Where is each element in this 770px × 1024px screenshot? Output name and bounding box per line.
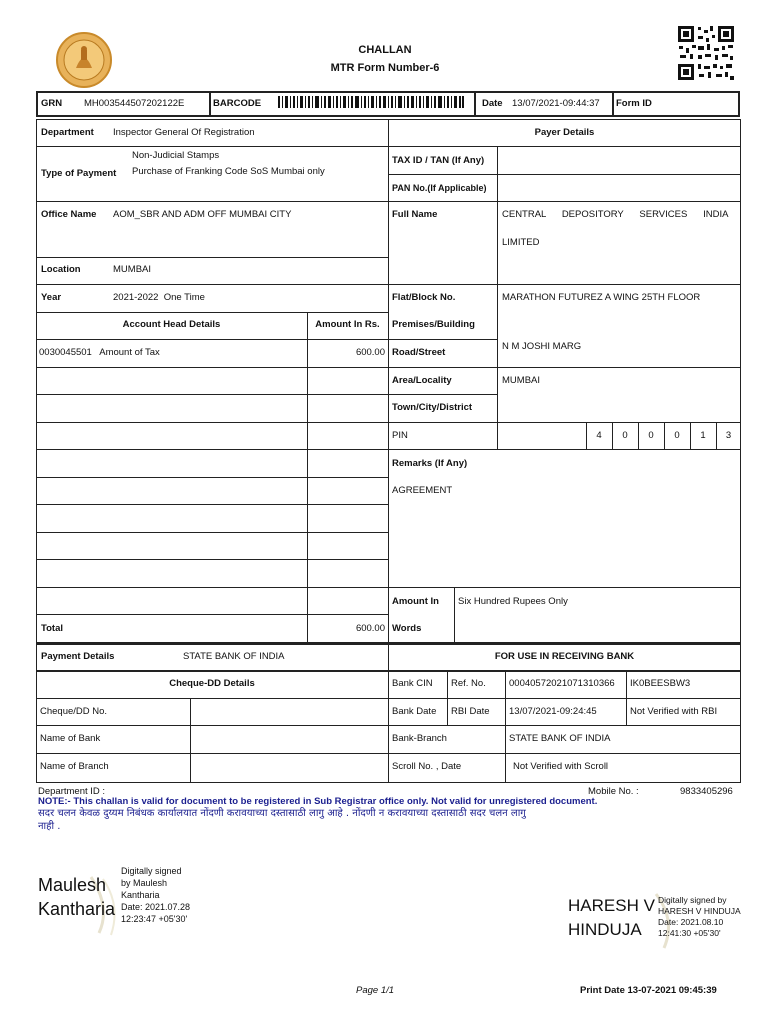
area-label: Area/Locality [392,375,452,386]
pin-digit: 0 [622,430,628,441]
signature-text-left: Kantharia [121,890,160,900]
signature-text-left: 12:23:47 +05'30' [121,914,188,924]
account-head-header: Account Head Details [122,319,221,330]
divider [505,671,506,783]
divider [36,422,388,423]
divider [474,91,476,117]
divider [36,257,388,258]
ref-no-value: 00040572021071310366 [509,678,615,689]
pin-digit: 0 [648,430,654,441]
total-label: Total [41,623,63,634]
divider [388,174,741,175]
pin-digit: 1 [700,430,706,441]
pan-label: PAN No.(If Applicable) [392,183,487,193]
account-head-value: 0030045501 Amount of Tax [39,347,160,358]
divider [36,284,388,285]
area-value: MUMBAI [502,375,540,386]
divider [36,201,388,202]
bank-date-value: 13/07/2021-09:24:45 [509,706,597,717]
remarks-label: Remarks (If Any) [392,458,468,469]
page-title: CHALLAN [358,44,412,56]
barcode [278,96,464,108]
divider [612,91,614,117]
cheque-no-label: Cheque/DD No. [40,706,108,717]
year-value: 2021-2022 One Time [113,292,205,303]
divider [36,394,388,395]
divider [36,532,388,533]
divider [388,394,498,395]
divider [36,146,388,147]
signer-name-right: HARESH V [568,896,655,915]
divider [190,698,191,783]
type-line2: Purchase of Franking Code SoS Mumbai only [132,166,325,177]
divider [209,91,211,117]
divider [388,367,741,368]
divider [497,146,498,201]
note-marathi: सदर चलन केवळ दुय्यम निबंधक कार्यालयात नोंदणी करावयाच्या दस्तासाठी लागु आहे . नोंदणी न करावयाच्या दस्तासाठी सदर चलन लागु [38,808,526,819]
divider [388,119,389,643]
grn-value: MH003544507202122E [84,98,185,109]
ref-no-label: Ref. No. [451,678,486,689]
divider [454,587,455,643]
total-value: 600.00 [355,623,385,634]
barcode-icon [278,96,464,108]
date-label: Date [482,98,503,109]
department-label: Department [41,127,94,138]
divider [388,449,741,450]
signature-left [36,865,236,940]
road-label: Road/Street [392,347,446,358]
signature-text-left: Date: 2021.07.28 [121,902,191,912]
amount-words-label: Amount In [392,596,439,607]
divider [36,367,388,368]
town-label: Town/City/District [392,402,473,413]
divider [36,339,388,340]
amount-words-label-2: Words [392,623,422,634]
flat-label: Flat/Block No. [392,292,456,303]
scroll-label: Scroll No. , Date [392,761,462,772]
note-english: NOTE:- This challan is valid for document to be registered in Sub Registrar office only. Not valid for unregistered document. [38,796,598,807]
rbi-date-label: RBI Date [451,706,490,717]
divider [388,587,741,588]
receiving-bank-header: FOR USE IN RECEIVING BANK [494,651,635,662]
full-name-label: Full Name [392,209,438,220]
payment-details-label: Payment Details [41,651,115,662]
signer-name-left: Maulesh [38,875,107,895]
ref-no-value-2: IK0BEESBW3 [630,678,691,689]
branch-name-label: Name of Branch [40,761,109,772]
divider [36,477,388,478]
page-subtitle: MTR Form Number-6 [330,62,440,74]
signer-name-right-2: HINDUJA [568,920,642,939]
office-label: Office Name [41,209,97,220]
location-label: Location [41,264,81,275]
department-value: Inspector General Of Registration [113,127,255,138]
account-amount-value: 600.00 [355,347,385,358]
divider [388,201,741,202]
divider [36,559,388,560]
type-label: Type of Payment [41,168,117,179]
full-name-line2: LIMITED [502,237,540,248]
signature-right [566,890,756,950]
flat-value: MARATHON FUTUREZ A WING 25TH FLOOR [502,292,701,303]
signature-text-left: Digitally signed [121,866,182,876]
grn-label: GRN [41,98,63,109]
form-id-label: Form ID [616,98,652,109]
signature-text-right: 12:41:30 +05'30' [658,928,721,938]
divider [388,146,741,147]
signature-text-right: Digitally signed by [658,895,727,905]
remarks-value: AGREEMENT [392,485,453,496]
page-number: Page 1/1 [356,985,395,996]
print-date: Print Date 13-07-2021 09:45:39 [580,985,717,996]
divider [497,201,498,450]
divider [626,671,627,726]
pin-digit: 3 [725,430,732,441]
payer-header: Payer Details [534,127,595,138]
emblem [54,30,114,90]
premises-label: Premises/Building [392,319,475,330]
bank-branch-value: STATE BANK OF INDIA [509,733,611,744]
divider [307,312,308,643]
department-id-label: Department ID : [38,786,106,797]
divider [36,449,388,450]
rbi-date-value: Not Verified with RBI [630,706,718,717]
barcode-label: BARCODE [213,98,262,109]
office-value: AOM_SBR AND ADM OFF MUMBAI CITY [113,209,292,220]
signature-text-left: by Maulesh [121,878,168,888]
bank-name-label: Name of Bank [40,733,101,744]
year-label: Year [41,292,62,303]
emblem-icon [54,30,114,90]
signature-text-right: HARESH V HINDUJA [658,906,741,916]
divider [388,339,498,340]
divider [36,504,388,505]
tax-id-label: TAX ID / TAN (If Any) [392,155,485,166]
pin-digit: 4 [596,430,602,441]
bank-date-label: Bank Date [392,706,437,717]
divider [388,284,741,285]
mobile-label: Mobile No. : [588,786,639,797]
amount-words-value: Six Hundred Rupees Only [458,596,568,607]
full-name-line1: CENTRAL DEPOSITORY SERVICES INDIA [502,209,729,220]
road-value: N M JOSHI MARG [502,341,582,352]
date-value: 13/07/2021-09:44:37 [512,98,600,109]
divider [388,422,741,423]
pin-label: PIN [392,430,408,441]
cheque-header: Cheque-DD Details [169,678,255,689]
divider [447,671,448,726]
scroll-value: Not Verified with Scroll [513,761,609,772]
divider [36,614,388,615]
bank-branch-label: Bank-Branch [392,733,447,744]
pin-digit: 0 [674,430,680,441]
type-line1: Non-Judicial Stamps [132,150,220,161]
qr-code [676,24,736,82]
mobile-value: 9833405296 [680,786,733,797]
signature-text-right: Date: 2021.08.10 [658,917,724,927]
payment-details-value: STATE BANK OF INDIA [183,651,285,662]
location-value: MUMBAI [113,264,151,275]
note-marathi-2: नाही . [38,821,61,832]
divider [36,312,388,313]
qr-code-icon [676,24,736,82]
divider [36,587,388,588]
amount-header: Amount In Rs. [315,319,380,330]
divider [388,643,389,783]
bank-cin-label: Bank CIN [392,678,433,689]
signer-name-left-2: Kantharia [38,899,116,919]
